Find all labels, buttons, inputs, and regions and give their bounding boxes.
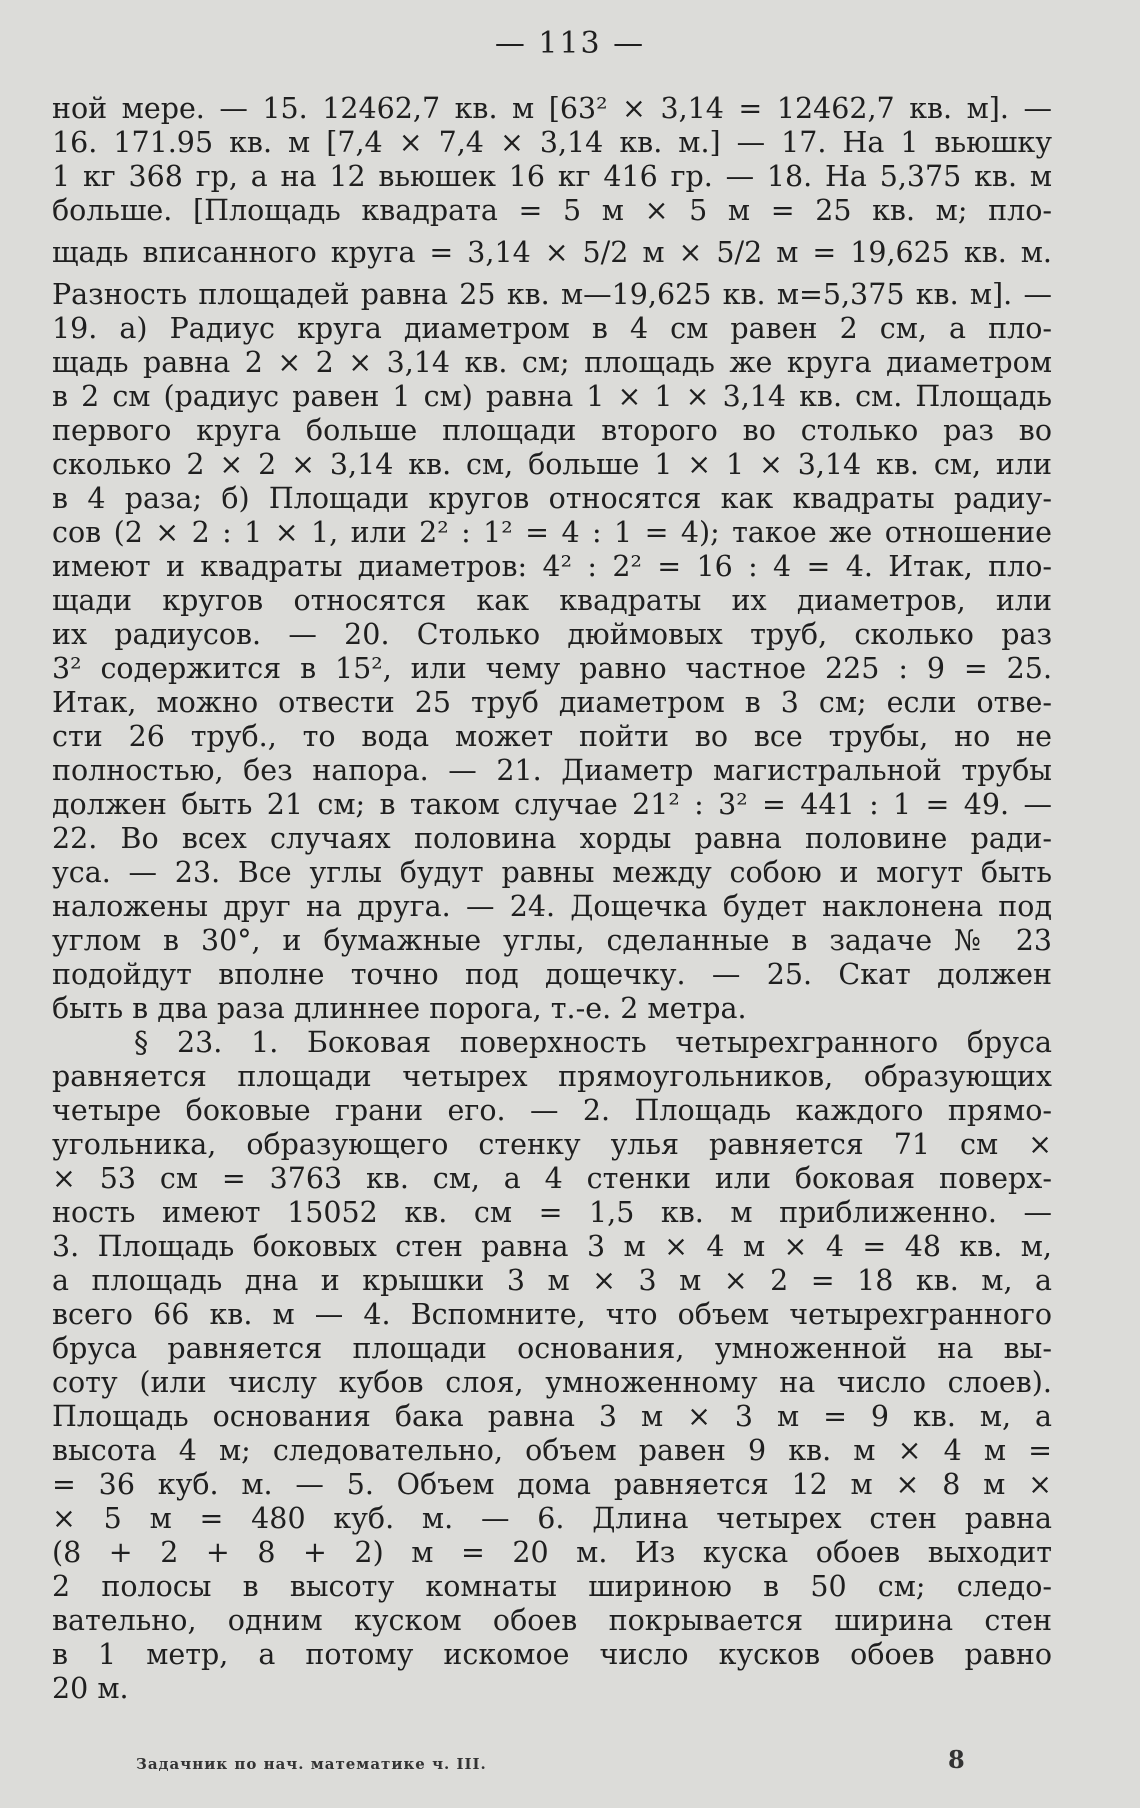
text-line: 3² содержится в 15², или чему равно частное 225 : 9 = 25. [52, 652, 1052, 685]
text-line: 20 м. [52, 1672, 129, 1705]
text-line: полностью, без напора. — 21. Диаметр магистральной трубы [52, 754, 1052, 787]
text-line: Площадь основания бака равна 3 м × 3 м = 9 кв. м, а [52, 1400, 1052, 1433]
text-line: их радиусов. — 20. Столько дюймовых труб, сколько раз [52, 618, 1052, 651]
text-line: 2 полосы в высоту комнаты шириною в 50 см; следо- [52, 1570, 1052, 1603]
text-line: щадь равна 2 × 2 × 3,14 кв. см; площадь же круга диаметром [52, 346, 1052, 379]
text-line: наложены друг на друга. — 24. Дощечка будет наклонена под [52, 890, 1052, 923]
text-line: Разность площадей равна 25 кв. м—19,625 кв. м=5,375 кв. м]. — [52, 278, 1052, 311]
text-line: равняется площади четырех прямоугольников, образующих [52, 1060, 1052, 1093]
text-line: = 36 куб. м. — 5. Объем дома равняется 12 м × 8 м × [52, 1468, 1052, 1501]
text-line: × 5 м = 480 куб. м. — 6. Длина четырех стен равна [52, 1502, 1052, 1535]
text-line: 1 кг 368 гр, а на 12 вьюшек 16 кг 416 гр. — 18. На 5,375 кв. м [52, 160, 1052, 193]
text-line: уса. — 23. Все углы будут равны между собою и могут быть [52, 856, 1052, 889]
text-line: а площадь дна и крышки 3 м × 3 м × 2 = 18 кв. м, а [52, 1264, 1052, 1297]
text-line: должен быть 21 см; в таком случае 21² : 3² = 441 : 1 = 49. — [52, 788, 1052, 821]
text-line: Итак, можно отвести 25 труб диаметром в 3 см; если отве- [52, 686, 1052, 719]
text-line: сти 26 труб., то вода может пойти во все трубы, но не [52, 720, 1052, 753]
text-line: × 53 см = 3763 кв. см, а 4 стенки или боковая поверх- [52, 1162, 1052, 1195]
text-line: вательно, одним куском обоев покрывается ширина стен [52, 1604, 1052, 1637]
text-line: высота 4 м; следовательно, объем равен 9 кв. м × 4 м = [52, 1434, 1052, 1467]
text-line: в 2 см (радиус равен 1 см) равна 1 × 1 × 3,14 кв. см. Площадь [52, 380, 1052, 413]
answers-text [52, 92, 1052, 1706]
text-line: § 23. 1. Боковая поверхность четырехгранного бруса [134, 1026, 1052, 1059]
text-line: щадь вписанного круга = 3,14 × 5/2 м × 5/2 м = 19,625 кв. м. [52, 236, 1052, 269]
text-line: 3. Площадь боковых стен равна 3 м × 4 м × 4 = 48 кв. м, [52, 1230, 1052, 1263]
text-line: 19. а) Радиус круга диаметром в 4 см равен 2 см, а пло- [52, 312, 1052, 345]
text-line: соту (или числу кубов слоя, умноженному на число слоев). [52, 1366, 1052, 1399]
text-line: первого круга больше площади второго во столько раз во [52, 414, 1052, 447]
text-line: больше. [Площадь квадрата = 5 м × 5 м = 25 кв. м; пло- [52, 194, 1052, 227]
text-line: углом в 30°, и бумажные углы, сделанные в задаче № 23 [52, 924, 1052, 957]
text-line: сколько 2 × 2 × 3,14 кв. см, больше 1 × 1 × 3,14 кв. см, или [52, 448, 1052, 481]
text-line: четыре боковые грани его. — 2. Площадь каждого прямо- [52, 1094, 1052, 1127]
footer-book-title: Задачник по нач. математике ч. III. [136, 1755, 487, 1773]
text-line: бруса равняется площади основания, умноженной на вы- [52, 1332, 1052, 1365]
text-line: в 4 раза; б) Площади кругов относятся как квадраты радиу- [52, 482, 1052, 515]
text-line: в 1 метр, а потому искомое число кусков обоев равно [52, 1638, 1052, 1671]
text-line: (8 + 2 + 8 + 2) м = 20 м. Из куска обоев выходит [52, 1536, 1052, 1569]
text-line: ность имеют 15052 кв. см = 1,5 кв. м приближенно. — [52, 1196, 1052, 1229]
text-line: 22. Во всех случаях половина хорды равна половине ради- [52, 822, 1052, 855]
text-line: щади кругов относятся как квадраты их диаметров, или [52, 584, 1052, 617]
page-number: — 113 — [494, 26, 646, 61]
text-line: ной мере. — 15. 12462,7 кв. м [63² × 3,14 = 12462,7 кв. м]. — [52, 92, 1052, 125]
text-line: 16. 171.95 кв. м [7,4 × 7,4 × 3,14 кв. м.] — 17. На 1 вьюшку [52, 126, 1052, 159]
footer-signature-number: 8 [948, 1745, 965, 1774]
text-line: сов (2 × 2 : 1 × 1, или 2² : 1² = 4 : 1 = 4); такое же отношение [52, 516, 1052, 549]
text-line: всего 66 кв. м — 4. Вспомните, что объем четырехгранного [52, 1298, 1052, 1331]
text-line: угольника, образующего стенку улья равняется 71 см × [52, 1128, 1052, 1161]
text-line: имеют и квадраты диаметров: 4² : 2² = 16 : 4 = 4. Итак, пло- [52, 550, 1052, 583]
text-line: быть в два раза длиннее порога, т.-е. 2 метра. [52, 992, 747, 1025]
text-line: подойдут вполне точно под дощечку. — 25. Скат должен [52, 958, 1052, 991]
